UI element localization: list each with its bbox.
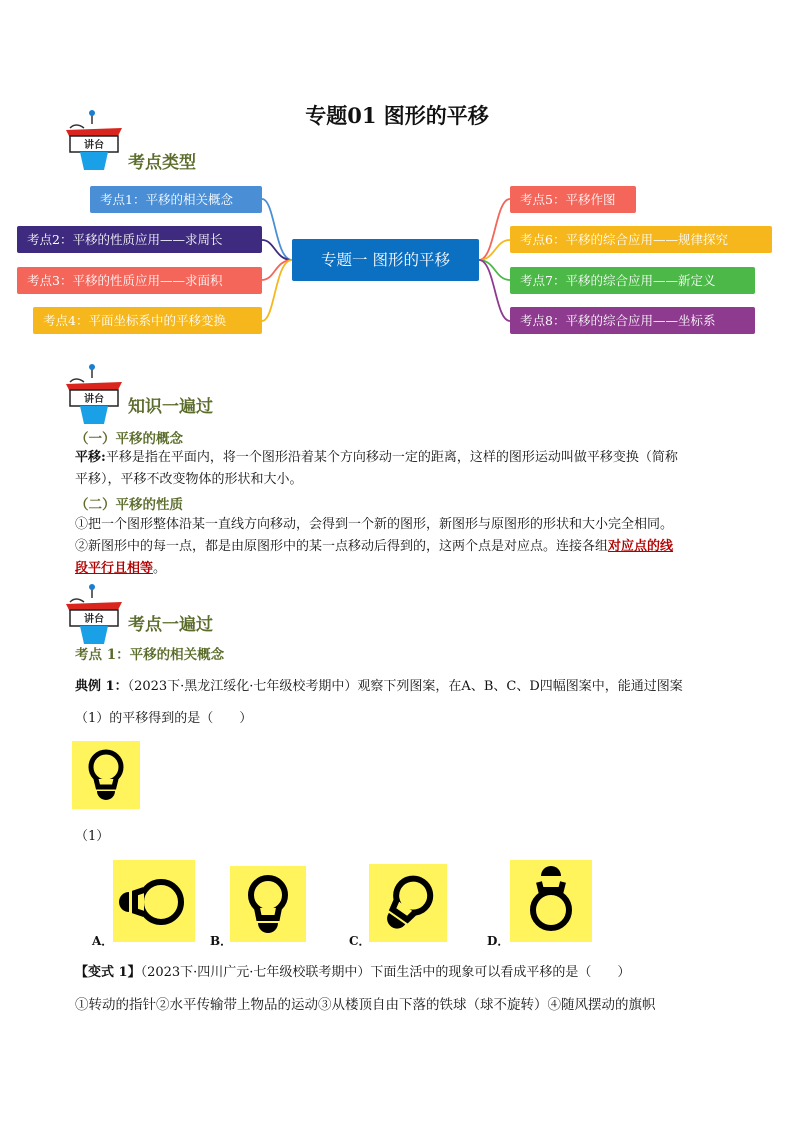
- mindmap-center: 专题一 图形的平移: [292, 239, 479, 281]
- paragraph-property-2: ②新图形中的每一点，都是由原图形中的某一点移动后得到的，这两个点是对应点。连接各组对应点的线 段平行且相等。: [75, 539, 674, 576]
- variant-question: 【变式 1】（2023下·四川广元·七年级校联考期中）下面生活中的现象可以看成平移的是（ ） ①转动的指针②水平传输带上物品的运动③从楼顶自由下落的铁球（球不旋转）④随风摆动的旗帜: [75, 965, 656, 1013]
- section-heading-knowledge: 知识一遍过: [128, 397, 213, 417]
- mindmap-node-point5: 考点5：平移作图: [510, 186, 636, 213]
- mindmap-node-point1: 考点1：平移的相关概念: [90, 186, 262, 213]
- figure-1-caption: （1）: [75, 829, 110, 844]
- podium-label: 讲台: [84, 140, 104, 151]
- lightbulb-icon: [230, 866, 306, 942]
- mindmap-node-point4: 考点4：平面坐标系中的平移变换: [33, 307, 262, 334]
- podium-icon: [62, 582, 126, 646]
- option-b-label: B．: [210, 934, 233, 948]
- variant-label: 【变式 1】: [75, 965, 141, 980]
- mindmap-node-point7: 考点7：平移的综合应用——新定义: [510, 267, 755, 294]
- lightbulb-inverted-icon: [510, 860, 592, 942]
- subheading-properties: （二）平移的性质: [75, 497, 183, 513]
- option-d-label: D．: [487, 934, 510, 948]
- paragraph-concept: 平移:平移是指在平面内，将一个图形沿着某个方向移动一定的距离，这样的图形运动叫做平移变换（简称 平移），平移不改变物体的形状和大小。: [75, 450, 678, 487]
- figure-1-card: [72, 741, 140, 809]
- podium-label: 讲台: [84, 614, 104, 625]
- mindmap-node-point3: 考点3：平移的性质应用——求面积: [17, 267, 262, 294]
- example-label: 典例 1：: [75, 679, 128, 694]
- option-c-card: [369, 864, 447, 942]
- paragraph-property-1: ①把一个图形整体沿某一直线方向移动，会得到一个新的图形，新图形与原图形的形状和大小完全相同。: [75, 517, 674, 532]
- mindmap-node-point8: 考点8：平移的综合应用——坐标系: [510, 307, 755, 334]
- option-a-card: [113, 860, 195, 942]
- option-a-label: A．: [92, 934, 114, 948]
- mindmap-node-point6: 考点6：平移的综合应用——规律探究: [510, 226, 772, 253]
- section-heading-points: 考点一遍过: [128, 615, 213, 635]
- option-b-card: [230, 866, 306, 942]
- podium-icon: [62, 362, 126, 426]
- term-translation: 平移:: [75, 450, 106, 465]
- lightbulb-icon: [72, 741, 140, 809]
- option-d-card: [510, 860, 592, 942]
- highlight-text: 对应点的线: [608, 539, 674, 554]
- section-heading-types: 考点类型: [128, 153, 196, 173]
- mindmap-node-point2: 考点2：平移的性质应用——求周长: [17, 226, 262, 253]
- page-title: 专题01 图形的平移: [305, 103, 489, 128]
- lightbulb-rotated-icon: [113, 860, 195, 942]
- highlight-text: 段平行且相等: [75, 561, 154, 576]
- podium-label: 讲台: [84, 394, 104, 405]
- lightbulb-tilted-icon: [369, 864, 447, 942]
- option-c-label: C．: [349, 934, 371, 948]
- subheading-concept: （一）平移的概念: [75, 431, 183, 447]
- podium-icon: [62, 108, 126, 172]
- subheading-point-1: 考点 1：平移的相关概念: [75, 647, 225, 663]
- example-question: 典例 1：（2023下·黑龙江绥化·七年级校考期中）观察下列图案，在A、B、C、D四幅图案中，能通过图案 （1）的平移得到的是（ ）: [75, 679, 683, 726]
